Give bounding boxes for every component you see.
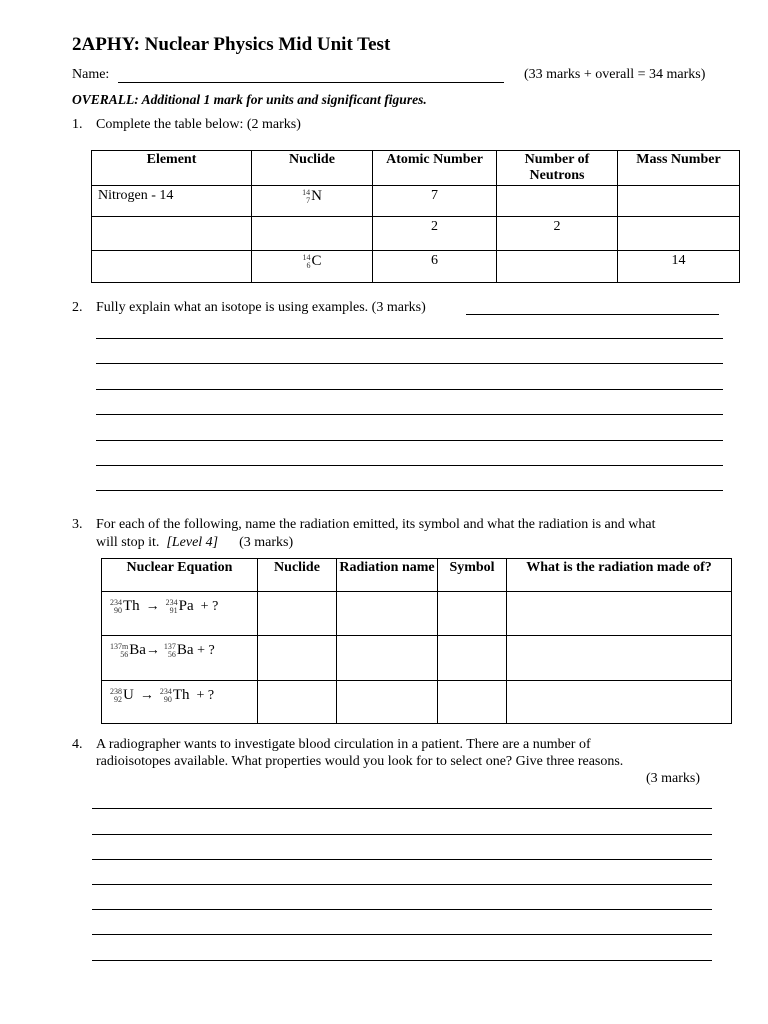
table-row <box>92 186 740 217</box>
q3-r3-equation: 238 92 U → 234 90 Th + ? <box>102 681 258 724</box>
q1-r1-nuclide <box>252 186 373 217</box>
nuclide-symbol: 14 6 C <box>302 252 322 270</box>
arrow-icon: → <box>145 599 160 614</box>
table-row <box>102 681 732 724</box>
q2-answer-line[interactable] <box>96 363 723 364</box>
q4-marks: (3 marks) <box>646 771 701 786</box>
q4-prompt-line1: A radiographer wants to investigate blood circulation in a patient. There are a number of <box>96 737 591 752</box>
q3-header-equation: Nuclear Equation <box>102 559 258 592</box>
q1-r3-element[interactable] <box>92 251 252 283</box>
q3-r2-symbol[interactable] <box>438 636 507 681</box>
q2-answer-line[interactable] <box>466 314 719 315</box>
q1-r3-atomic-number: 6 <box>373 251 497 283</box>
overall-note: OVERALL: Additional 1 mark for units and significant figures. <box>72 92 427 107</box>
q2-answer-line[interactable] <box>96 338 723 339</box>
q1-r2-mass-number[interactable] <box>618 217 740 251</box>
q3-r3-made-of[interactable] <box>507 681 732 724</box>
q3-r1-made-of[interactable] <box>507 592 732 636</box>
q2-answer-line[interactable] <box>96 490 723 491</box>
q3-r2-radiation-name[interactable] <box>337 636 438 681</box>
q3-header-symbol: Symbol <box>438 559 507 592</box>
nuclide-symbol: 14 7 N <box>302 187 322 205</box>
q1-table <box>91 150 740 283</box>
page-title: 2APHY: Nuclear Physics Mid Unit Test <box>72 34 391 55</box>
q1-r1-atomic-number: 7 <box>373 186 497 217</box>
q3-r1-nuclide[interactable] <box>258 592 337 636</box>
q4-answer-line[interactable] <box>92 884 712 885</box>
table-row <box>92 251 740 283</box>
name-label: Name: <box>72 67 110 82</box>
total-marks-note: (33 marks + overall = 34 marks) <box>524 67 706 82</box>
q1-header-neutrons: Number of Neutrons <box>497 151 618 186</box>
table-row <box>102 592 732 636</box>
q2-answer-line[interactable] <box>96 389 723 390</box>
q1-number: 1. <box>72 117 83 132</box>
arrow-icon: → <box>139 688 154 703</box>
q3-header-made-of: What is the radiation made of? <box>507 559 732 592</box>
q1-r3-nuclide <box>252 251 373 283</box>
q3-r2-equation: 137m 56 Ba→ 137 56 Ba + ? <box>102 636 258 681</box>
q4-answer-line[interactable] <box>92 808 712 809</box>
q1-r2-atomic-number: 2 <box>373 217 497 251</box>
q3-number: 3. <box>72 517 83 532</box>
arrow-icon: → <box>145 643 160 658</box>
q1-header-mass-number: Mass Number <box>618 151 740 186</box>
q3-header-radiation-name: Radiation name <box>337 559 438 592</box>
q1-r2-neutrons: 2 <box>497 217 618 251</box>
q2-number: 2. <box>72 300 83 315</box>
q1-prompt: Complete the table below: (2 marks) <box>96 117 301 132</box>
q3-prompt-line2: will stop it. [Level 4] (3 marks) <box>96 535 294 550</box>
q3-r1-equation: 234 90 Th → 234 91 Pa + ? <box>102 592 258 636</box>
q4-answer-line[interactable] <box>92 909 712 910</box>
q3-level: [Level 4] <box>166 535 219 550</box>
q4-answer-line[interactable] <box>92 960 712 961</box>
q1-header-element: Element <box>92 151 252 186</box>
q3-r3-nuclide[interactable] <box>258 681 337 724</box>
q1-r3-neutrons[interactable] <box>497 251 618 283</box>
q1-r1-element: Nitrogen - 14 <box>92 186 252 217</box>
q3-r2-made-of[interactable] <box>507 636 732 681</box>
q4-answer-line[interactable] <box>92 834 712 835</box>
q1-header-nuclide: Nuclide <box>252 151 373 186</box>
q1-header-row <box>92 151 740 186</box>
table-row <box>92 217 740 251</box>
q2-answer-line[interactable] <box>96 440 723 441</box>
q1-header-atomic-number: Atomic Number <box>373 151 497 186</box>
q3-r3-symbol[interactable] <box>438 681 507 724</box>
q3-header-row <box>102 559 732 592</box>
q2-prompt: Fully explain what an isotope is using examples. (3 marks) <box>96 300 426 315</box>
q1-r2-element[interactable] <box>92 217 252 251</box>
q2-answer-line[interactable] <box>96 465 723 466</box>
q1-r1-neutrons[interactable] <box>497 186 618 217</box>
q1-r1-mass-number[interactable] <box>618 186 740 217</box>
q3-marks: (3 marks) <box>239 535 294 550</box>
name-answer-line[interactable] <box>118 82 504 83</box>
q4-prompt-line2: radioisotopes available. What properties would you look for to select one? Give three reasons. <box>96 754 624 769</box>
q3-r2-nuclide[interactable] <box>258 636 337 681</box>
q3-table <box>101 558 732 724</box>
q2-answer-line[interactable] <box>96 414 723 415</box>
q1-r2-nuclide[interactable] <box>252 217 373 251</box>
q3-r1-radiation-name[interactable] <box>337 592 438 636</box>
q3-r1-symbol[interactable] <box>438 592 507 636</box>
q4-answer-line[interactable] <box>92 934 712 935</box>
q3-prompt-line1: For each of the following, name the radiation emitted, its symbol and what the radiation is and what <box>96 517 656 532</box>
q1-r3-mass-number: 14 <box>618 251 740 283</box>
q4-number: 4. <box>72 737 83 752</box>
q4-answer-line[interactable] <box>92 859 712 860</box>
q3-r3-radiation-name[interactable] <box>337 681 438 724</box>
q3-header-nuclide: Nuclide <box>258 559 337 592</box>
table-row <box>102 636 732 681</box>
